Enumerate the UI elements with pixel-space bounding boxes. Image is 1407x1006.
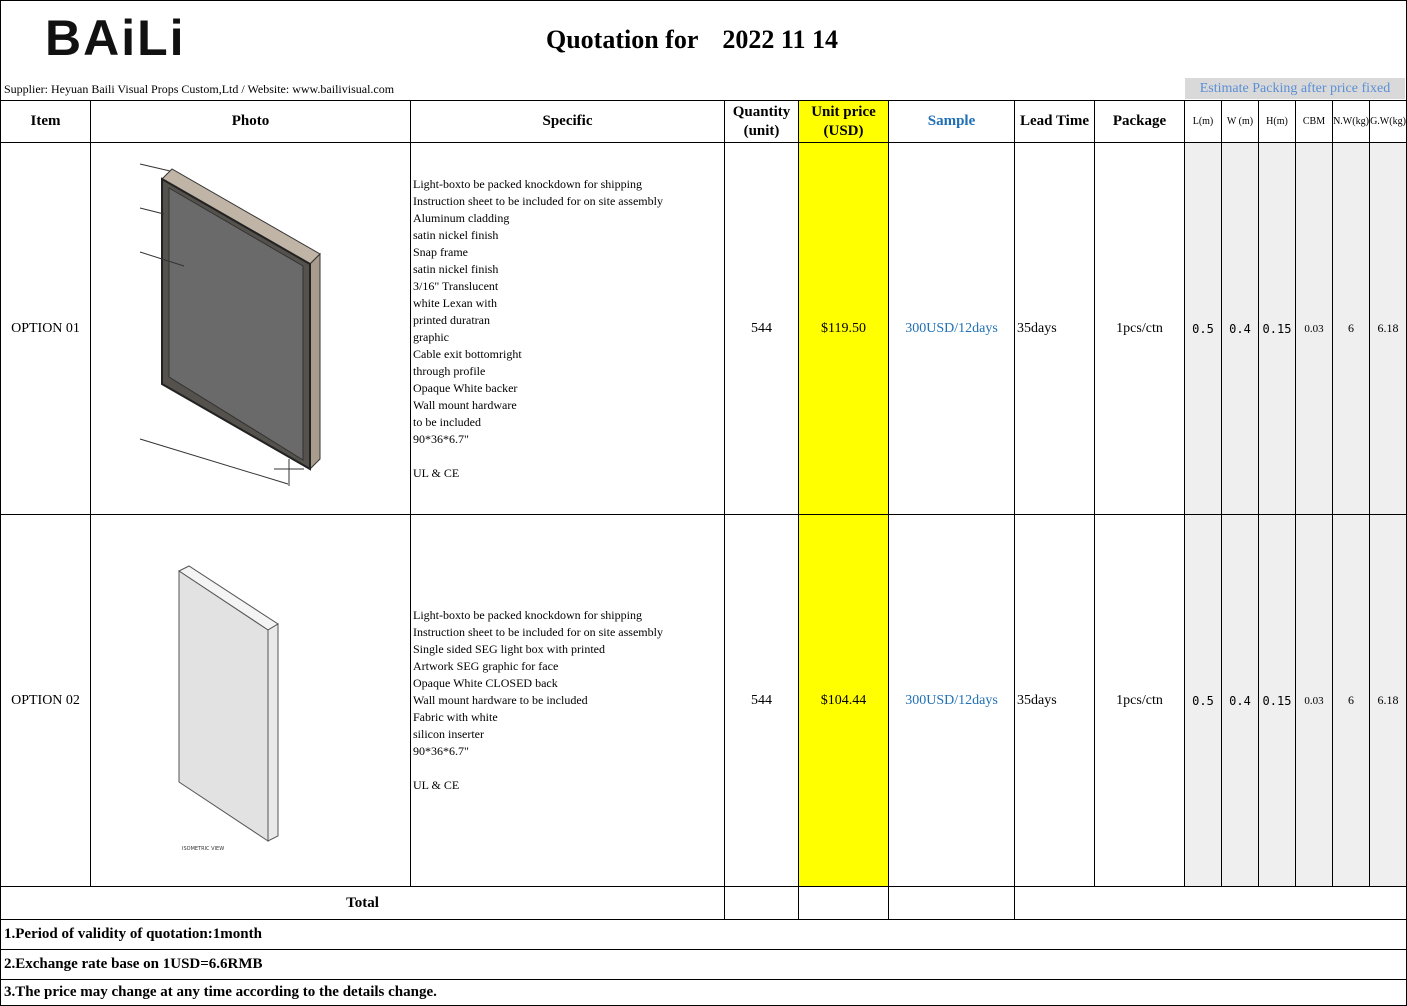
col-header-sample: Sample: [889, 101, 1015, 143]
col-header-quantity: Quantity (unit): [725, 101, 799, 143]
row1-net-weight: 6: [1333, 143, 1370, 515]
row1-unit-price: $119.50: [799, 143, 889, 515]
col-header-package: Package: [1095, 101, 1185, 143]
row2-sample: 300USD/12days: [889, 515, 1015, 887]
row1-cbm: 0.03: [1296, 143, 1333, 515]
row1-gross-weight: 6.18: [1370, 143, 1406, 515]
row1-specific: Light-boxto be packed knockdown for shipping Instruction sheet to be included for on site assembly Aluminum cladding satin nickel finish Snap frame satin nickel finish 3/16" Translucent white Lexan with printed duratran graphic Cable exit bottomright through profile Opaque White backer Wall mount hardware to be included 90*36*6.7" UL & CE: [411, 143, 725, 515]
row2-height: 0.15: [1259, 515, 1296, 887]
col-header-gross-weight: G.W(kg): [1370, 101, 1406, 143]
estimate-packing-note: Estimate Packing after price fixed: [1185, 78, 1405, 99]
total-sample: [889, 887, 1015, 920]
col-header-width: W (m): [1222, 101, 1259, 143]
note-price-change: 3.The price may change at any time according to the details change.: [4, 984, 437, 1000]
row1-photo: [91, 143, 411, 515]
col-header-photo: Photo: [91, 101, 411, 143]
col-header-length: L(m): [1185, 101, 1222, 143]
total-label: Total: [1, 887, 725, 920]
quotation-date: 2022 11 14: [722, 25, 838, 54]
row1-lead-time: 35days: [1015, 143, 1095, 515]
row2-quantity: 544: [725, 515, 799, 887]
col-header-cbm: CBM: [1296, 101, 1333, 143]
row2-item: OPTION 02: [1, 515, 91, 887]
title-label: Quotation for: [546, 25, 699, 54]
row1-length: 0.5: [1185, 143, 1222, 515]
row2-cbm: 0.03: [1296, 515, 1333, 887]
row1-sample: 300USD/12days: [889, 143, 1015, 515]
lightbox-frame-drawing: [92, 144, 410, 514]
row1-item: OPTION 01: [1, 143, 91, 515]
total-quantity: [725, 887, 799, 920]
col-header-item: Item: [1, 101, 91, 143]
row2-net-weight: 6: [1333, 515, 1370, 887]
row2-package: 1pcs/ctn: [1095, 515, 1185, 887]
col-header-specific: Specific: [411, 101, 725, 143]
col-header-net-weight: N.W(kg): [1333, 101, 1370, 143]
row2-unit-price: $104.44: [799, 515, 889, 887]
note-exchange-rate: 2.Exchange rate base on 1USD=6.6RMB: [1, 950, 1406, 980]
row2-width: 0.4: [1222, 515, 1259, 887]
total-rest: [1015, 887, 1406, 920]
col-header-lead-time: Lead Time: [1015, 101, 1095, 143]
seg-lightbox-drawing: [92, 516, 410, 886]
note-validity: 1.Period of validity of quotation:1month: [1, 920, 1406, 950]
row2-photo: [91, 515, 411, 887]
supplier-info: Supplier: Heyuan Baili Visual Props Custom,Ltd / Website: www.bailivisual.com: [4, 82, 395, 96]
row1-package: 1pcs/ctn: [1095, 143, 1185, 515]
isometric-view-caption: ISOMETRIC VIEW: [181, 845, 224, 852]
row2-specific: Light-boxto be packed knockdown for shipping Instruction sheet to be included for on site assembly Single sided SEG light box with printed Artwork SEG graphic for face Opaque White CLOSED back Wall mount hardware to be included Fabric with white silicon inserter 90*36*6.7" UL & CE: [411, 515, 725, 887]
row1-width: 0.4: [1222, 143, 1259, 515]
page-title: [546, 25, 838, 55]
company-logo: BAiLi: [45, 10, 186, 66]
row1-height: 0.15: [1259, 143, 1296, 515]
col-header-height: H(m): [1259, 101, 1296, 143]
row2-length: 0.5: [1185, 515, 1222, 887]
row2-lead-time: 35days: [1015, 515, 1095, 887]
total-unit-price: [799, 887, 889, 920]
col-header-unit-price: Unit price (USD): [799, 101, 889, 143]
row2-gross-weight: 6.18: [1370, 515, 1406, 887]
row1-quantity: 544: [725, 143, 799, 515]
